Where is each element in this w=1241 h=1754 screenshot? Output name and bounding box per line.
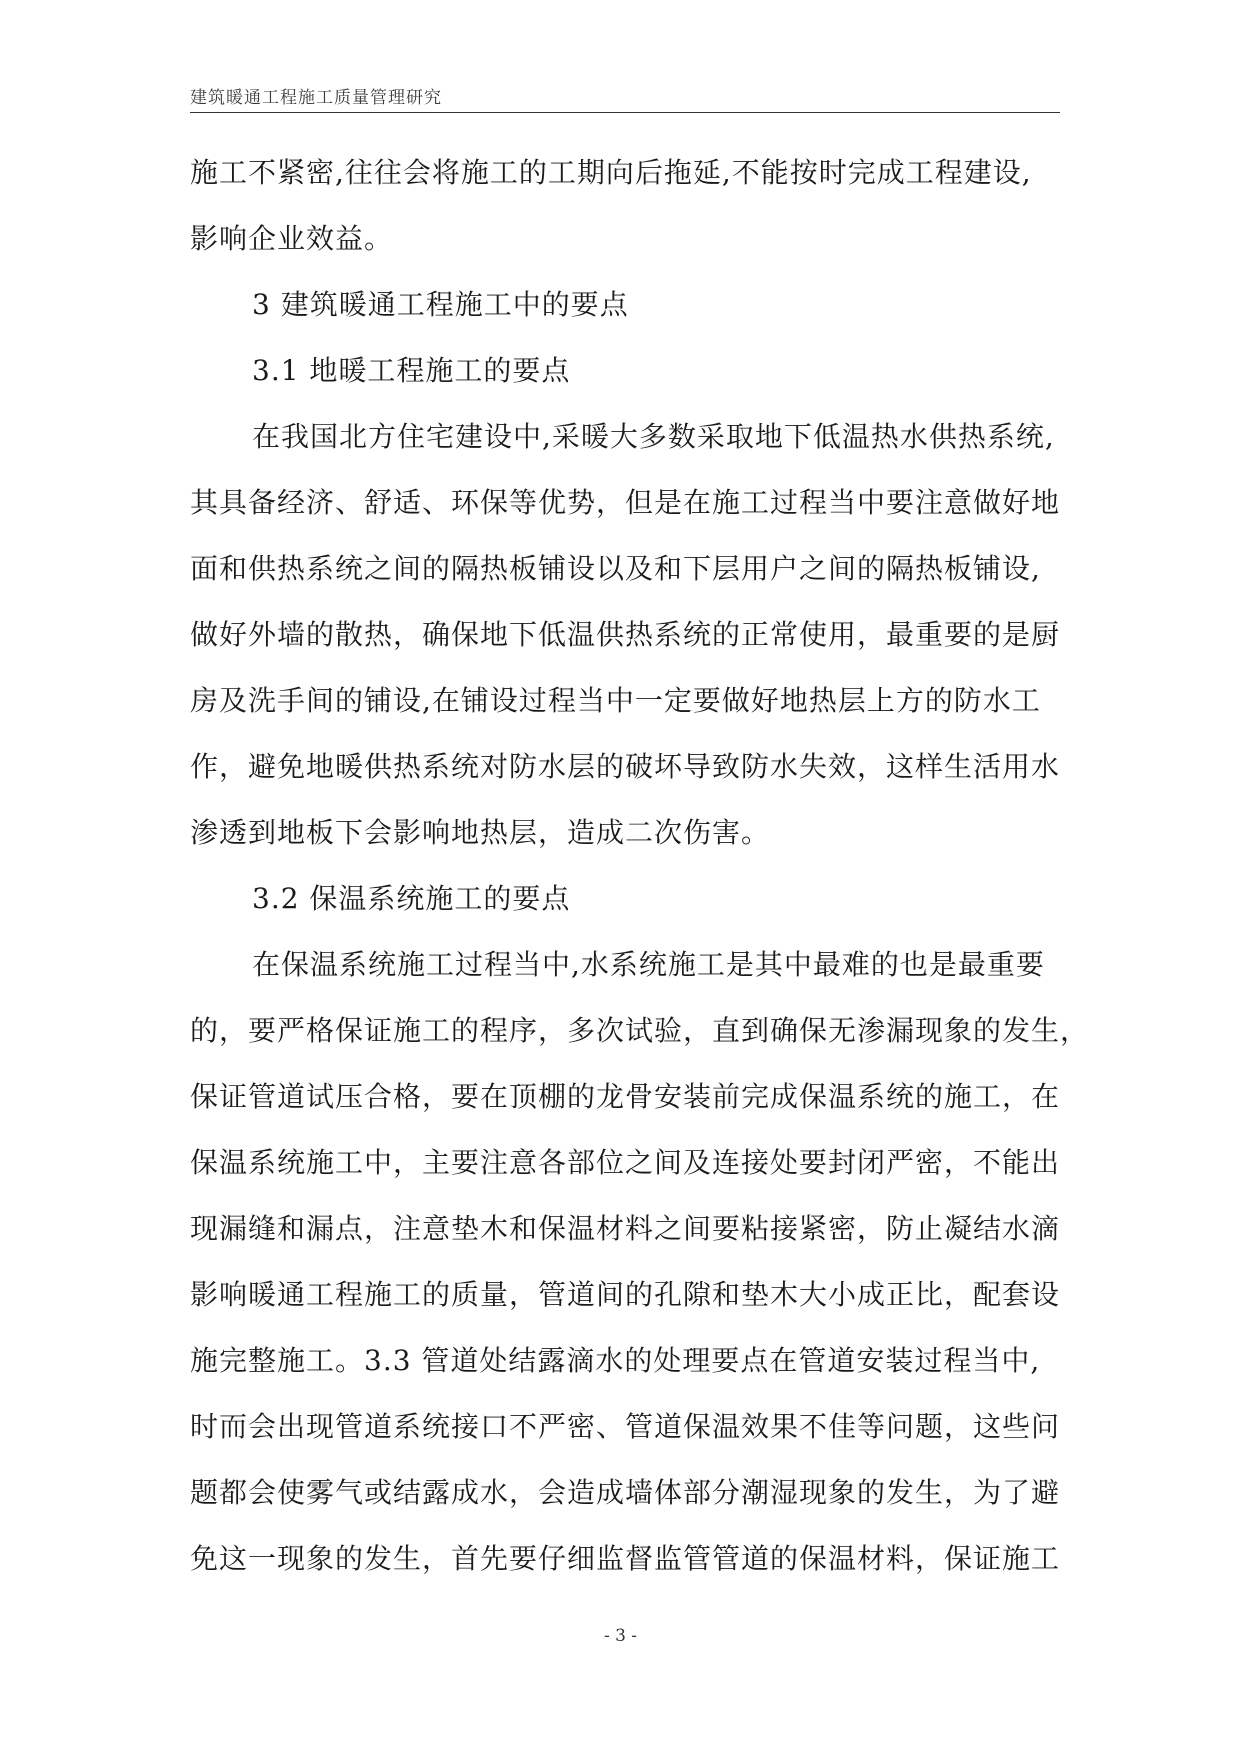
text-line: 影响企业效益。 [190, 222, 394, 255]
text-line: 在保温系统施工过程当中,水系统施工是其中最难的也是最重要 [252, 948, 1045, 981]
text-line: 作，避免地暖供热系统对防水层的破坏导致防水失效，这样生活用水 [190, 750, 1061, 783]
subsection-heading: 3.2 保温系统施工的要点 [252, 882, 571, 915]
text-line: 做好外墙的散热，确保地下低温供热系统的正常使用，最重要的是厨 [190, 618, 1061, 651]
text-line: 渗透到地板下会影响地热层，造成二次伤害。 [190, 816, 771, 849]
text-line: 时而会出现管道系统接口不严密、管道保温效果不佳等问题，这些问 [190, 1410, 1061, 1443]
text-line: 现漏缝和漏点，注意垫木和保温材料之间要粘接紧密，防止凝结水滴 [190, 1212, 1061, 1245]
text-line: 施完整施工。3.3 管道处结露滴水的处理要点在管道安装过程当中, [190, 1344, 1041, 1377]
section-heading: 3 建筑暖通工程施工中的要点 [252, 288, 629, 321]
text-line: 保温系统施工中，主要注意各部位之间及连接处要封闭严密，不能出 [190, 1146, 1061, 1179]
text-line: 免这一现象的发生，首先要仔细监督监管管道的保温材料，保证施工 [190, 1542, 1061, 1575]
header-divider [190, 112, 1060, 113]
text-line: 在我国北方住宅建设中,采暖大多数采取地下低温热水供热系统, [252, 420, 1055, 453]
subsection-heading: 3.1 地暖工程施工的要点 [252, 354, 571, 387]
page-footer [0, 1626, 1241, 1646]
page-header [190, 85, 1060, 113]
text-line: 题都会使雾气或结露成水，会造成墙体部分潮湿现象的发生，为了避 [190, 1476, 1061, 1509]
header-title: 建筑暖通工程施工质量管理研究 [190, 88, 442, 108]
text-line: 施工不紧密,往往会将施工的工期向后拖延,不能按时完成工程建设, [190, 156, 1032, 189]
text-line: 其具备经济、舒适、环保等优势，但是在施工过程当中要注意做好地 [190, 486, 1061, 519]
text-line: 保证管道试压合格，要在顶棚的龙骨安装前完成保温系统的施工，在 [190, 1080, 1061, 1113]
text-line: 房及洗手间的铺设,在铺设过程当中一定要做好地热层上方的防水工 [190, 684, 1041, 717]
text-line: 面和供热系统之间的隔热板铺设以及和下层用户之间的隔热板铺设, [190, 552, 1041, 585]
text-line: 影响暖通工程施工的质量，管道间的孔隙和垫木大小成正比，配套设 [190, 1278, 1061, 1311]
text-line: 的，要严格保证施工的程序，多次试验，直到确保无渗漏现象的发生， [190, 1014, 1090, 1047]
page-number: - 3 - [603, 1626, 638, 1646]
body-text [190, 140, 1090, 1592]
